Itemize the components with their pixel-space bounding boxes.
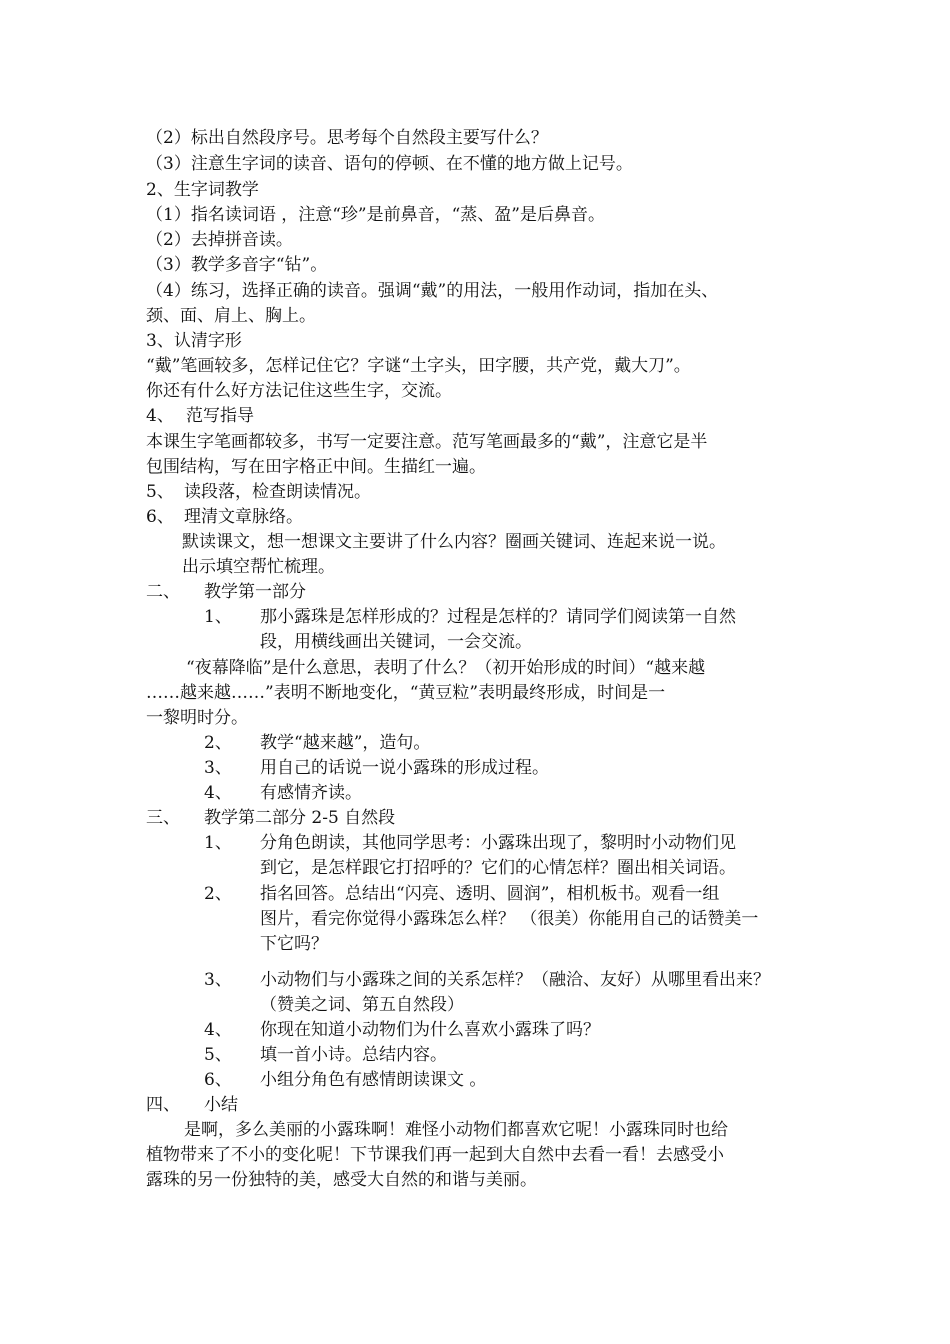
item-dew-formation-cont: 段，用横线画出关键词，一会交流。	[260, 632, 532, 652]
item-poem: 5、 填一首小诗。总结内容。	[204, 1045, 447, 1065]
item-answer: 2、 指名回答。总结出“闪亮、透明、圆润”，相机板书。观看一组	[204, 884, 720, 904]
item-relationship: 3、 小动物们与小露珠之间的关系怎样？（融洽、友好）从哪里看出来？	[204, 970, 770, 990]
section-marker: 二、	[146, 582, 180, 602]
item-marker: 4、	[204, 1020, 232, 1040]
line-writing-1: 本课生字笔画都较多，书写一定要注意。范写笔画最多的“戴”，注意它是半	[146, 432, 708, 452]
summary-line-2: 植物带来了不小的变化呢！下节课我们再一起到大自然中去看一看！去感受小	[146, 1145, 724, 1165]
item-answer-cont-1: 图片，看完你觉得小露珠怎么样？ （很美）你能用自己的话赞美一	[260, 909, 759, 929]
item-role-reading: 1、 分角色朗读，其他同学思考：小露珠出现了，黎明时小动物们见	[204, 833, 736, 853]
heading-read-paragraph: 5、 读段落，检查朗读情况。	[146, 482, 371, 502]
item-role-reading-cont: 到它，是怎样跟它打招呼的？它们的心情怎样？圈出相关词语。	[260, 858, 736, 878]
item-marker: 6、	[204, 1070, 232, 1090]
item-marker: 1、	[204, 833, 232, 853]
line-vocab-4: （4）练习，选择正确的读音。强调“戴”的用法，一般用作动词，指加在头、	[146, 281, 719, 301]
line-step-3: （3）注意生字词的读音、语句的停顿、在不懂的地方做上记号。	[146, 154, 633, 174]
item-relationship-cont: （赞美之词、第五自然段）	[260, 995, 464, 1015]
item-why-like: 4、 你现在知道小动物们为什么喜欢小露珠了吗？	[204, 1020, 600, 1040]
line-char-shape-1: “戴”笔画较多，怎样记住它？字谜“土字头，田字腰，共产党，戴大刀”。	[146, 356, 691, 376]
item-dew-formation: 1、 那小露珠是怎样形成的？过程是怎样的？请同学们阅读第一自然	[204, 607, 736, 627]
line-vocab-2: （2）去掉拼音读。	[146, 230, 293, 250]
line-structure-2: 出示填空帮忙梳理。	[182, 557, 335, 577]
item-marker: 1、	[204, 607, 232, 627]
summary-line-3: 露珠的另一份独特的美，感受大自然的和谐与美丽。	[146, 1170, 537, 1190]
item-marker: 5、	[204, 1045, 232, 1065]
line-char-shape-2: 你还有什么好方法记住这些生字，交流。	[146, 381, 452, 401]
section-two-heading: 二、 教学第一部分	[146, 582, 306, 602]
line-vocab-4-cont: 颈、面、肩上、胸上。	[146, 306, 316, 326]
item-marker: 2、	[204, 733, 232, 753]
section-three-heading: 三、 教学第二部分 2-5 自然段	[146, 808, 396, 828]
heading-writing-guide: 4、 范写指导	[146, 406, 254, 426]
heading-char-shape: 3、认清字形	[146, 331, 242, 351]
item-retell: 3、 用自己的话说一说小露珠的形成过程。	[204, 758, 549, 778]
heading-text-structure: 6、 理清文章脉络。	[146, 507, 303, 527]
item-marker: 6、	[146, 507, 174, 527]
summary-line-1: 是啊，多么美丽的小露珠啊！难怪小动物们都喜欢它呢！小露珠同时也给	[184, 1120, 728, 1140]
section-marker: 三、	[146, 808, 180, 828]
line-step-2: （2）标出自然段序号。思考每个自然段主要写什么？	[146, 128, 548, 148]
item-marker: 4、	[204, 783, 232, 803]
line-nightfall-2: ……越来越……”表明不断地变化，“黄豆粒”表明最终形成，时间是一	[146, 683, 666, 703]
section-marker: 四、	[146, 1095, 180, 1115]
item-marker: 3、	[204, 970, 232, 990]
item-read-aloud: 4、 有感情齐读。	[204, 783, 362, 803]
item-marker: 3、	[204, 758, 232, 778]
item-make-sentence: 2、 教学“越来越”，造句。	[204, 733, 431, 753]
heading-vocab-teaching: 2、生字词教学	[146, 180, 259, 200]
section-four-heading: 四、 小结	[146, 1095, 238, 1115]
line-vocab-1: （1）指名读词语 ，注意“珍”是前鼻音，“蒸、盈”是后鼻音。	[146, 205, 605, 225]
line-vocab-3: （3）教学多音字“钻”。	[146, 255, 328, 275]
item-marker: 2、	[204, 884, 232, 904]
line-nightfall-1: “夜幕降临”是什么意思，表明了什么？（初开始形成的时间）“越来越	[186, 658, 706, 678]
line-structure-1: 默读课文，想一想课文主要讲了什么内容？圈画关键词、连起来说一说。	[182, 532, 726, 552]
line-nightfall-3: 一黎明时分。	[146, 708, 248, 728]
item-marker: 5、	[146, 482, 174, 502]
item-marker: 4、	[146, 406, 174, 426]
item-answer-cont-2: 下它吗？	[260, 934, 328, 954]
line-writing-2: 包围结构，写在田字格正中间。生描红一遍。	[146, 457, 486, 477]
item-group-reading: 6、 小组分角色有感情朗读课文 。	[204, 1070, 487, 1090]
